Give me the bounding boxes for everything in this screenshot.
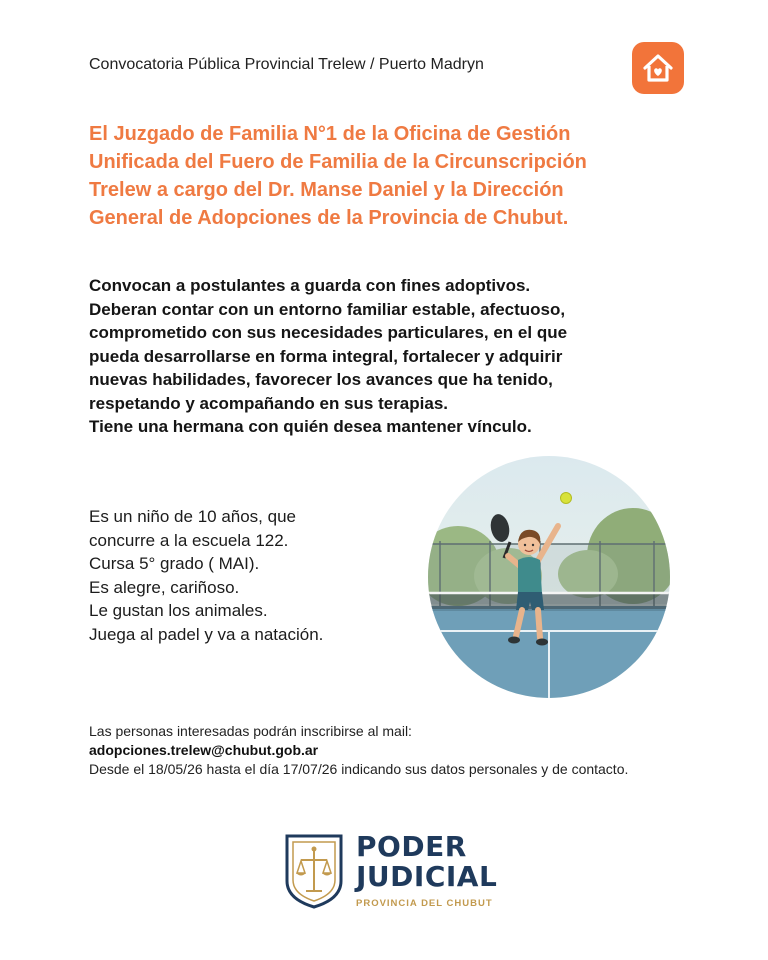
title-line: El Juzgado de Familia N°1 de la Oficina de Gestión [89,123,571,145]
announcement-title [89,120,689,232]
body-line: Tiene una hermana con quién desea mantener vínculo. [89,417,532,436]
child-line: Cursa 5° grado ( MAI). [89,554,260,573]
child-description [89,505,409,646]
body-line: comprometido con sus necesidades particulares, en el que [89,323,568,342]
logo-title [356,832,497,892]
child-line: Es un niño de 10 años, que [89,507,296,526]
logo-text [356,832,497,909]
title-line: Trelew a cargo del Dr. Manse Daniel y la Dirección [89,179,564,201]
header-title: Convocatoria Pública Provincial Trelew / Puerto Madryn [89,56,484,73]
body-line: nuevas habilidades, favorecer los avances que ha tenido, [89,370,553,389]
contact-intro: Las personas interesadas podrán inscribirse al mail: [89,723,412,739]
poder-judicial-logo [284,832,497,909]
contact-info [89,722,729,779]
announcement-body [89,274,709,439]
child-line: Le gustan los animales. [89,601,268,620]
logo-line-2: JUDICIAL [356,860,498,893]
child-line: concurre a la escuela 122. [89,530,289,550]
padel-illustration [428,456,670,698]
title-line: General de Adopciones de la Provincia de Chubut. [89,207,569,229]
home-heart-icon [632,42,684,94]
contact-email[interactable]: adopciones.trelew@chubut.gob.ar [89,742,319,758]
child-line: Es alegre, cariñoso. [89,577,240,597]
body-line: respetando y acompañando en sus terapias. [89,393,449,413]
body-line: Deberan contar con un entorno familiar estable, afectuoso, [89,299,566,319]
logo-subtitle: PROVINCIA DEL CHUBUT [356,898,493,909]
body-line: pueda desarrollarse en forma integral, fortalecer y adquirir [89,346,563,366]
body-line: Convocan a postulantes a guarda con fines adoptivos. [89,276,531,295]
child-line: Juega al padel y va a natación. [89,624,324,644]
logo-line-1: PODER [356,830,467,863]
title-line: Unificada del Fuero de Familia de la Circunscripción [89,151,587,173]
justice-scales-icon [284,833,344,909]
contact-dates: Desde el 18/05/26 hasta el día 17/07/26 indicando sus datos personales y de contacto. [89,761,629,777]
